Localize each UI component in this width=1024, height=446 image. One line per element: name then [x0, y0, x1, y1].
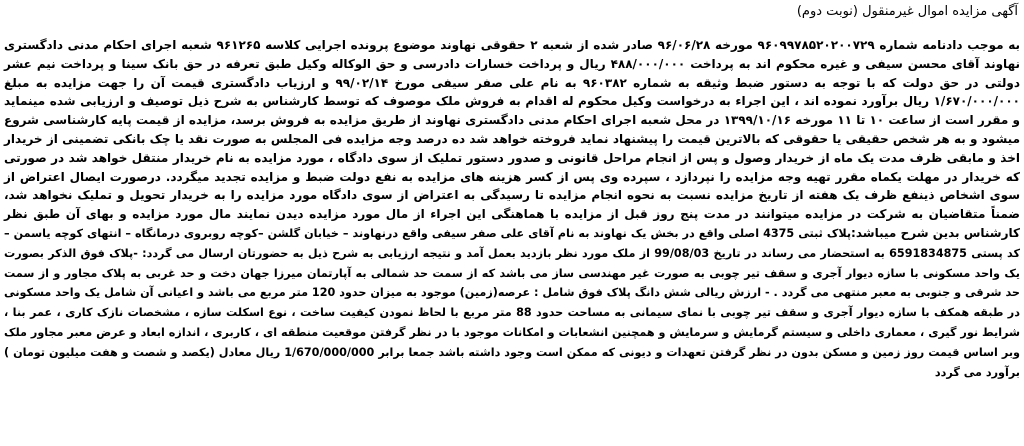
notice-body-property-description: پلاک ثبتی 4375 اصلی واقع در بخش یک نهاوند به نام آقای علی صفر سیفی واقع درنهاوند – خیابان گلشن –کوچه روبروی درمانگاه – انتهای کوچه یاسمن – کد پستی 6591834875 به استحضار می رساند در تاریخ 99/08/03 از ملک مورد نظر بازدید بعمل آمد و نتیجه ارزیابی به شرح ذیل به حضورتان ارسال می گردد: -پلاک فوق الذکر بصورت یک واحد مسکونی با سازه دیوار آجری و سقف تیر چوبی به صورت غیر مهندسی ساز می باشد که از سمت حد شمالی به آپارتمان میرزا جهان دخت و حد غربی به پلاک مجاور و از سمت حد شرقی و جنوبی به معبر منتهی می گردد . - ارزش ریالی شش دانگ پلاک فوق شامل : عرصه(زمین) موجود به میزان حدود 120 متر مربع می باشد و اعیانی آن شامل یک واحد مسکونی در طبقه همکف با سازه دیوار آجری و سقف تیر چوبی با نمای سیمانی به مساحت حدود 88 متر مربع با لحاظ نمودن کیفیت ساخت ، نوع اسکلت سازه ، مشخصات نازک کاری ، عمر بنا ، شرایط نور گیری ، معماری داخلی و سیستم گرمایش و سرمایش و همچنین انشعابات و امکانات موجود با در نظر گرفتن موقعیت منطقه ای ، کاربری ، اندازه ابعاد و عرض معبر مجاور ملک وبر اساس قیمت روز زمین و مسکن بدون در نظر گرفتن تعهدات و دیونی که ممکن است وجود داشته باشد جمعا برابر 1/670/000/000 ریال معادل (یکصد و شصت و هفت میلیون تومان ) برآورد می گردد — [4, 226, 1020, 379]
notice-title: آگهی مزایده اموال غیرمنقول (نوبت دوم) — [796, 4, 1018, 19]
notice-body — [4, 36, 1020, 382]
auction-notice — [4, 0, 1020, 446]
notice-body-lead: به موجب دادنامه شماره ۹۶۰۹۹۷۸۵۲۰۲۰۰۷۲۹ مورخه ۹۶/۰۶/۲۸ صادر شده از شعبه ۲ حقوقی نهاوند موضوع پرونده اجرایی کلاسه ۹۶۱۲۶۵ شعبه اجرای احکام مدنی دادگستری نهاوند آقای محسن سیفی و غیره محکوم اند به پرداخت ۴۸۸/۰۰۰/۰۰۰ ریال و پرداخت خسارات دادرسی و حق الوکاله وکیل طبق تعرفه در حق بانک سینا و پرداخت نیم عشر دولتی در حق دولت که با توجه به دستور ضبط وثیقه به شماره ۹۶۰۳۸۲ به نام علی صفر سیفی مورخ ۹۹/۰۲/۱۴ و ارزیاب دادگستری قیمت آن را جهت مزایده به مبلغ ۱/۶۷۰/۰۰۰/۰۰۰ ریال برآورد نموده اند ، این اجراء به درخواست وکیل محکوم له اقدام به فروش ملک موصوف که توسط کارشناس به شرح ذیل توصیف و ارزیابی شده مینماید و مقرر است از ساعت ۱۰ تا ۱۱ مورخه ۱۳۹۹/۱۰/۱۶ در محل شعبه اجرای احکام مدنی دادگستری نهاوند از طریق مزایده به فروش برسد، مزایده از قیمت پایه کارشناسی شروع میشود و به هر شخص حقیقی یا حقوقی که بالاترین قیمت را پیشنهاد نماید فروخته خواهد شد ده درصد وجه مزایده فی المجلس به صورت نقد یا چک بانکی تضمینی از خریدار اخذ و مابقی ظرف مدت یک ماه از خریدار وصول و پس از انجام مراحل قانونی و صدور دستور تملیک از سوی دادگاه ، مورد مزایده به نام خریدار منتقل خواهد شد در صورتی که خریدار در مهلت یکماه مقرر تهیه وجه مزایده را نپردازد ، سپرده وی پس از کسر هزینه های مزایده به نفع دولت ضبط و مزایده تجدید میگردد. درصورت ایصال اعتراض از سوی اشخاص ذینفع ظرف یک هفته از تاریخ مزایده نسبت به نحوه انجام مزایده تا رسیدگی به اعتراض از سوی دادگاه مورد مزایده را به خریدار تحویل و تملیک نخواهد شد، ضمناً متقاضیان به شرکت در مزایده میتوانند در مدت پنج روز قبل از مزایده با هماهنگی این اجراء از مال مورد مزایده دیدن نمایند مال مورد مزایده و بهای آن طبق نظر کارشناس بدین شرح میباشد: — [4, 38, 1020, 240]
